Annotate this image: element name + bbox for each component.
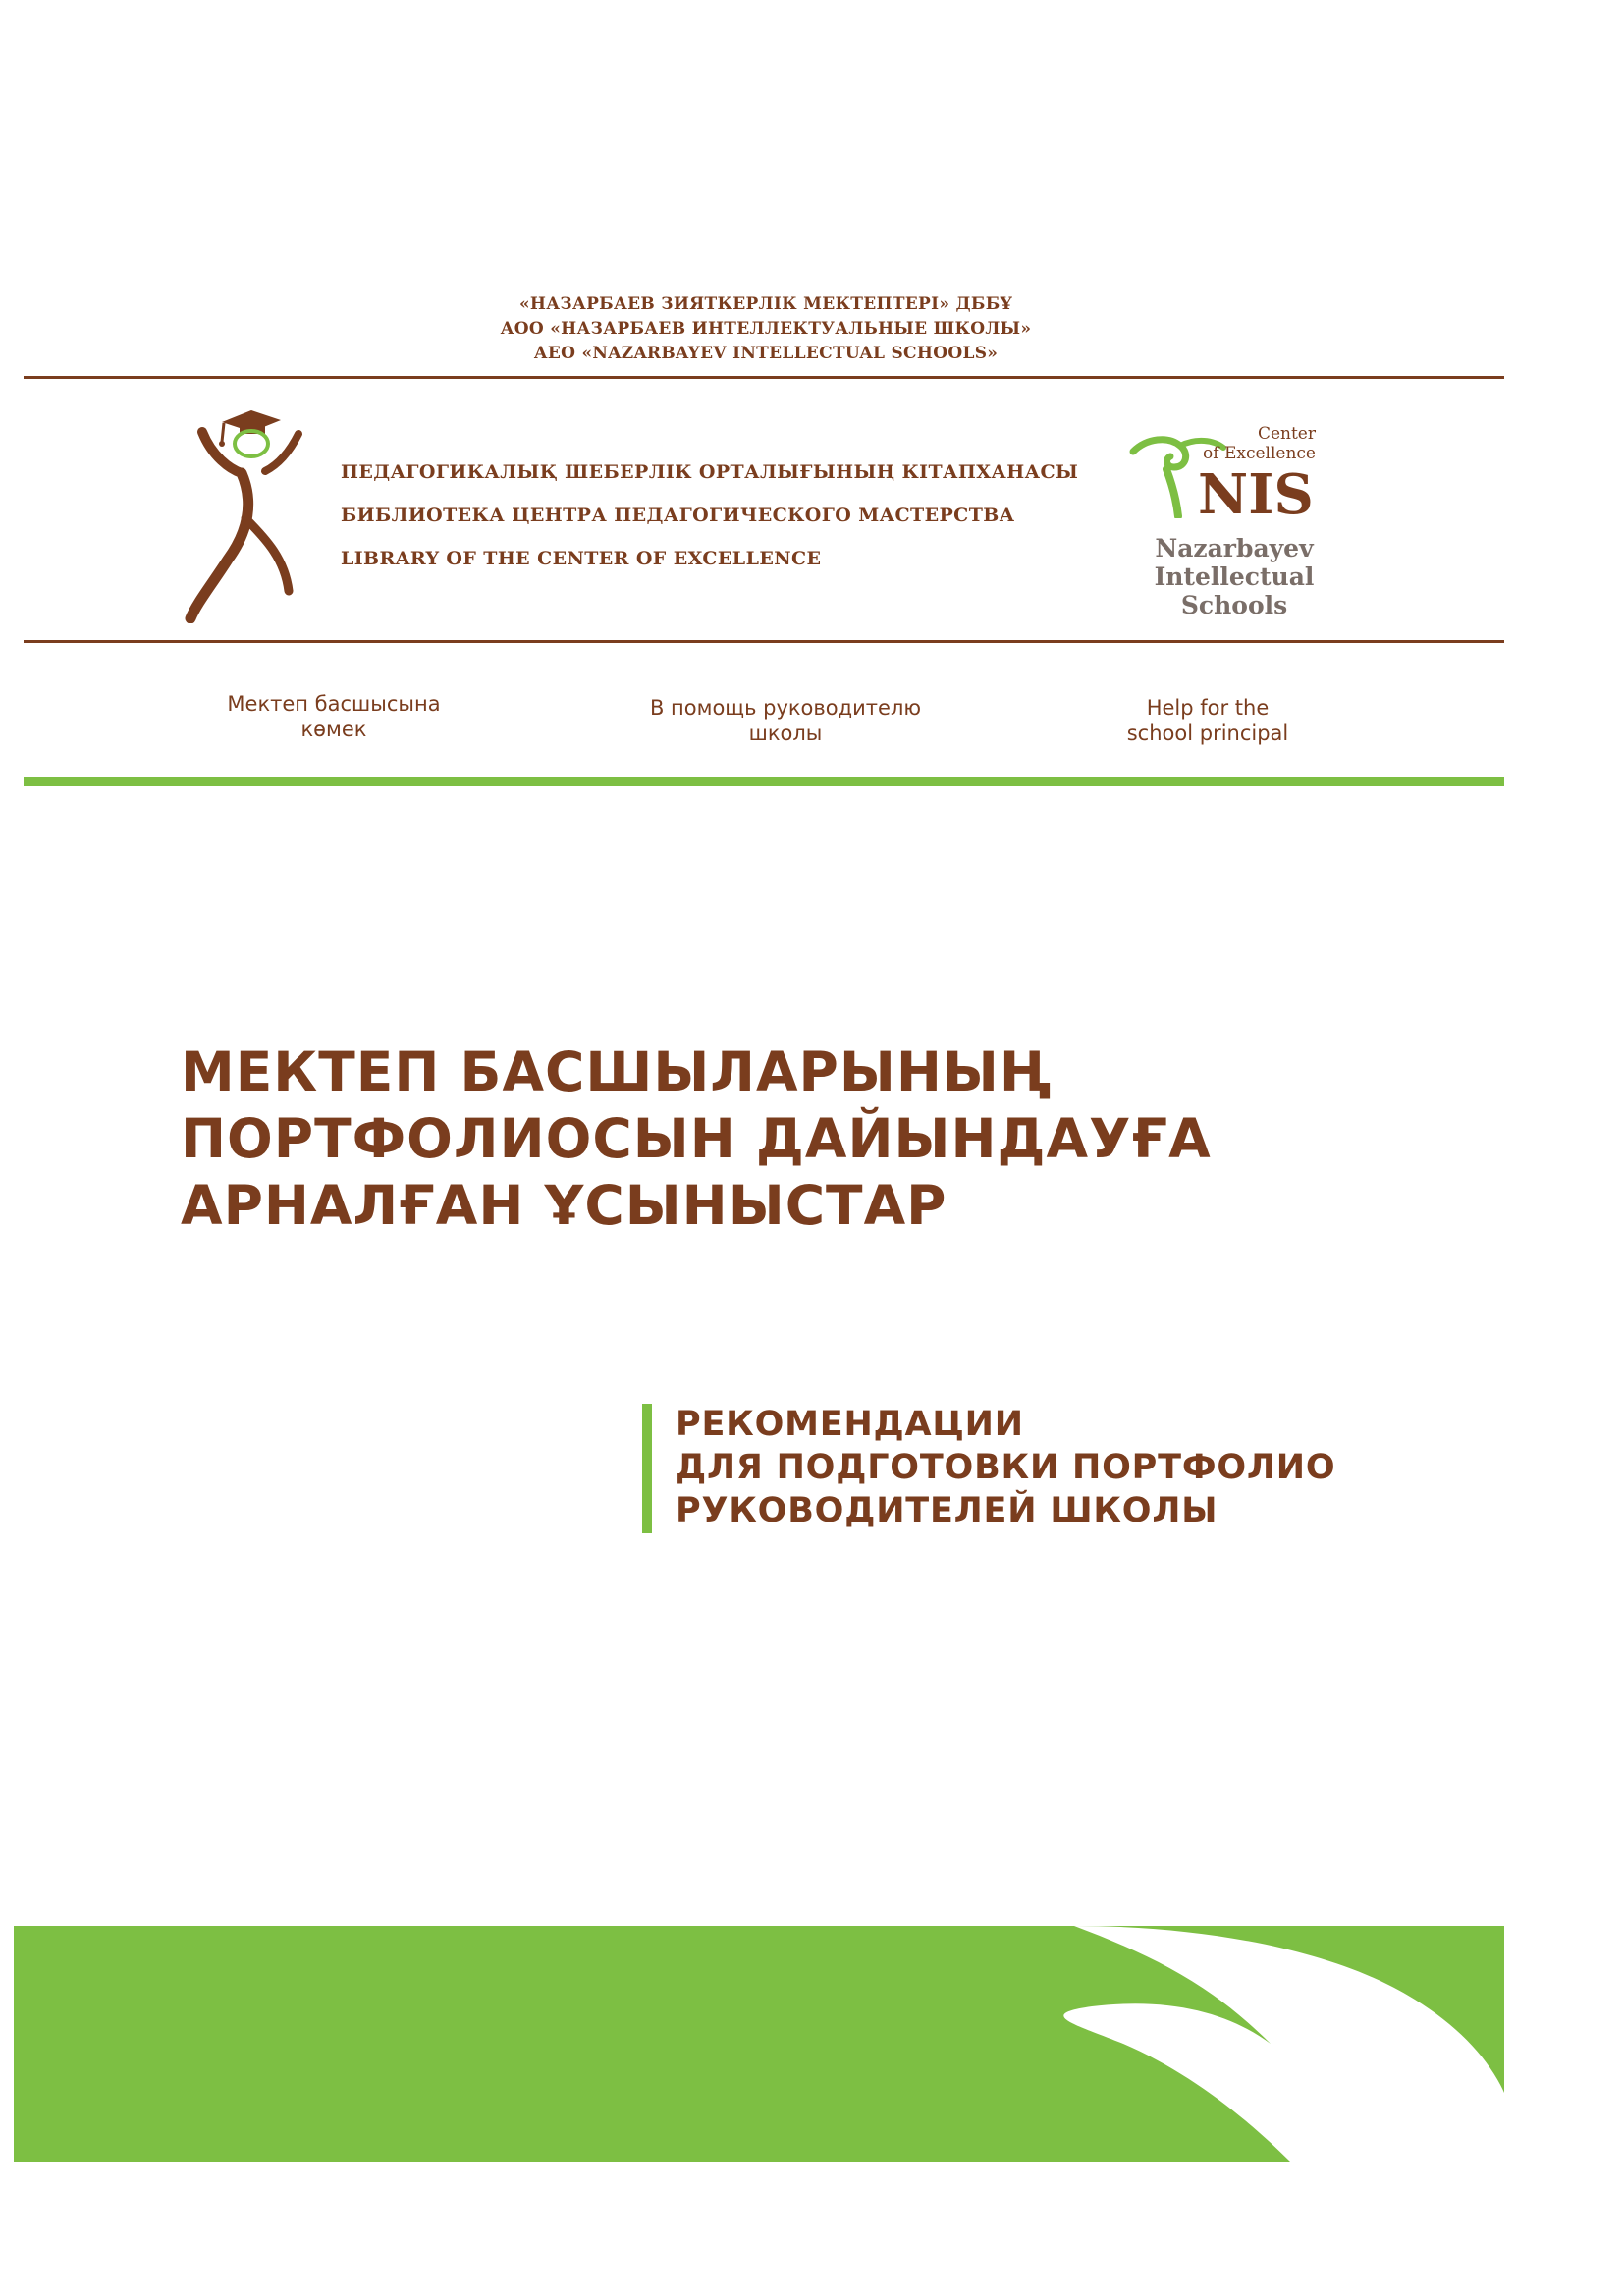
library-line-ru: БИБЛИОТЕКА ЦЕНТРА ПЕДАГОГИЧЕСКОГО МАСТЕРСТВА (341, 505, 1015, 526)
footer-ornament-band (14, 1926, 1504, 2162)
series-caption-en (1080, 695, 1335, 746)
nis-sub-line-3: Schools (1180, 591, 1288, 619)
organization-header (0, 293, 1532, 366)
nis-wordmark: NIS (1198, 462, 1314, 527)
mid-divider (24, 640, 1504, 643)
org-line-kz: «НАЗАРБАЕВ ЗИЯТКЕРЛІК МЕКТЕПТЕРІ» ДББҰ (518, 294, 1013, 314)
subtitle-ru (676, 1403, 1335, 1532)
center-of-excellence-logo (183, 402, 310, 623)
nis-subtitle (1151, 534, 1318, 619)
title-kz-line-2: ПОРТФОЛИОСЫН ДАЙЫНДАУҒА (181, 1107, 1212, 1170)
series-caption-ru (628, 695, 943, 746)
nis-sub-line-1: Nazarbayev (1155, 534, 1314, 562)
org-line-ru: АОО «НАЗАРБАЕВ ИНТЕЛЛЕКТУАЛЬНЫЕ ШКОЛЫ» (500, 319, 1032, 339)
series-kz-line-1: Мектеп басшысына (227, 692, 441, 716)
nis-logo (1119, 424, 1326, 620)
coe-line-1: Center (1257, 424, 1316, 444)
title-ru-line-3: РУКОВОДИТЕЛЕЙ ШКОЛЫ (676, 1491, 1218, 1530)
library-line-en: LIBRARY OF THE CENTER OF EXCELLENCE (341, 548, 822, 569)
series-en-line-1: Help for the (1146, 696, 1270, 720)
subtitle-accent-bar (642, 1404, 652, 1533)
center-of-excellence-label (1196, 424, 1316, 463)
main-title-kz (181, 1039, 1212, 1239)
coe-line-2: of Excellence (1203, 444, 1316, 463)
title-ru-line-1: РЕКОМЕНДАЦИИ (676, 1405, 1024, 1444)
org-line-en: АЕО «NAZARBAYEV INTELLECTUAL SCHOOLS» (533, 344, 999, 363)
title-kz-line-3: АРНАЛҒАН ҰСЫНЫСТАР (181, 1174, 947, 1237)
title-ru-line-2: ДЛЯ ПОДГОТОВКИ ПОРТФОЛИО (676, 1448, 1336, 1487)
series-ru-line-2: школы (748, 721, 823, 745)
series-caption-kz (196, 691, 471, 742)
green-divider (24, 777, 1504, 786)
library-line-kz: ПЕДАГОГИКАЛЫҚ ШЕБЕРЛІК ОРТАЛЫҒЫНЫҢ КІТАПХАНАСЫ (341, 461, 1079, 483)
title-kz-line-1: МЕКТЕП БАСШЫЛАРЫНЫҢ (181, 1041, 1053, 1103)
series-kz-line-2: көмек (300, 718, 367, 741)
nis-sub-line-2: Intellectual (1154, 562, 1315, 591)
series-en-line-2: school principal (1126, 721, 1289, 745)
series-ru-line-1: В помощь руководителю (649, 696, 922, 720)
top-divider (24, 376, 1504, 379)
